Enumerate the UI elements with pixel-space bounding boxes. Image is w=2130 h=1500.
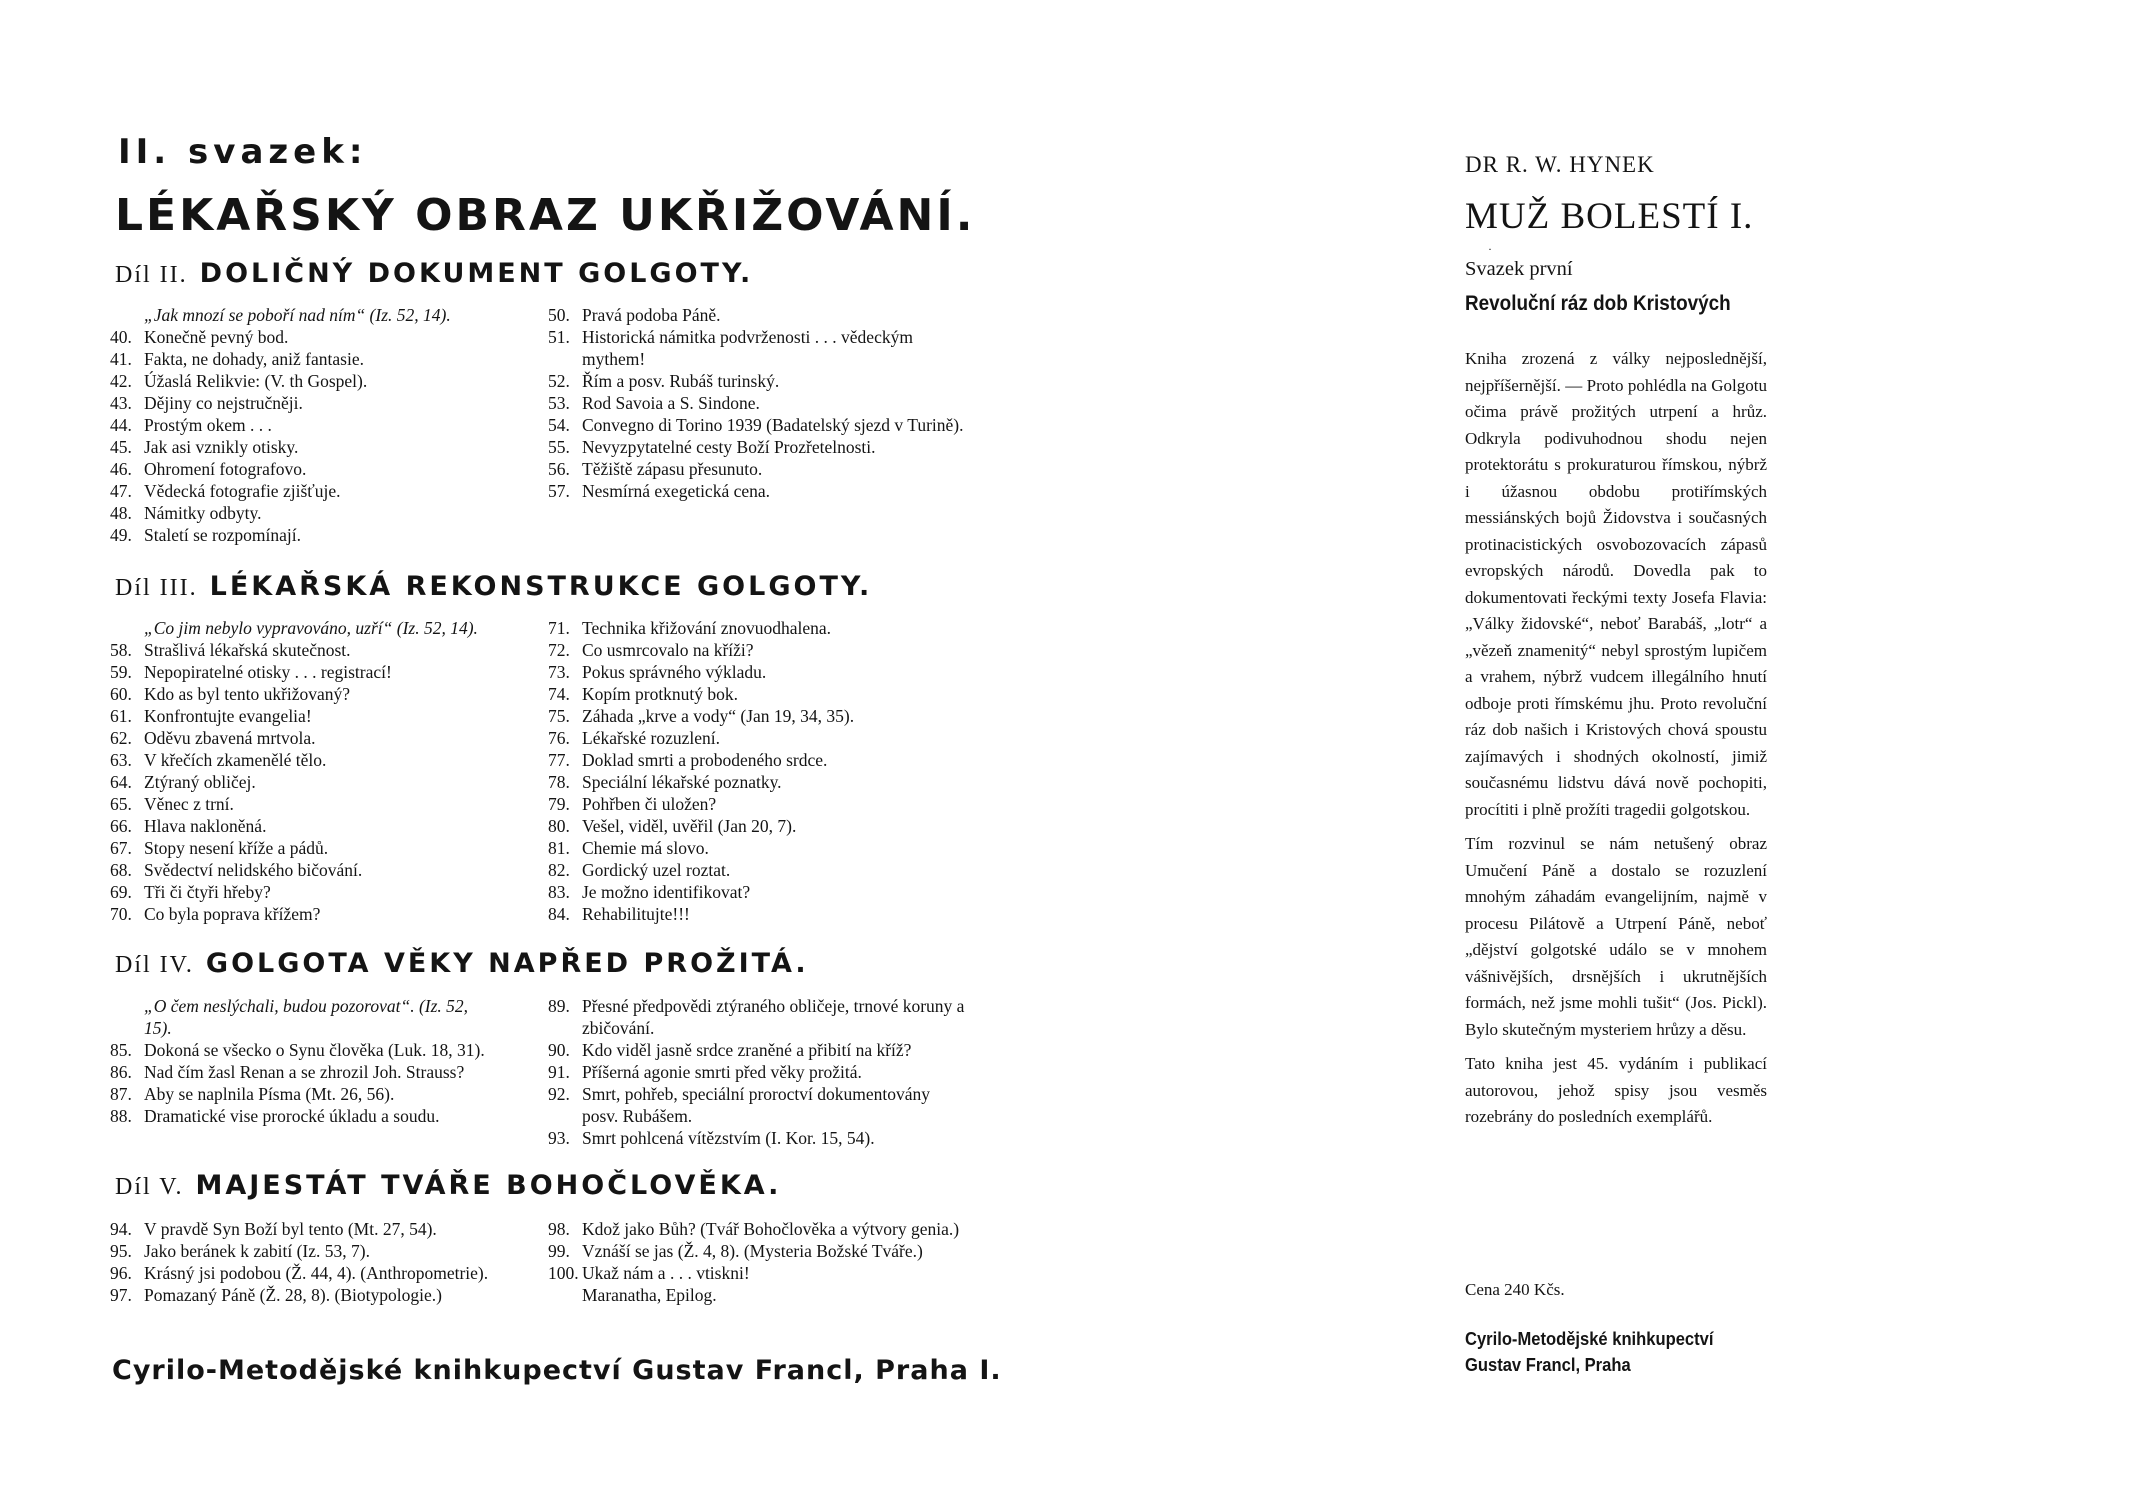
chapter-item [548, 392, 966, 414]
part-label: Díl III. [115, 575, 198, 601]
part-list-right [548, 995, 968, 1149]
chapter-number: 68. [110, 860, 132, 880]
chapter-item [110, 1039, 530, 1061]
publisher-line: Cyrilo-Metodějské knihkupectví [1465, 1329, 1714, 1349]
chapter-number: 41. [110, 349, 132, 369]
chapter-item [110, 815, 510, 837]
chapter-number: 46. [110, 459, 132, 479]
chapter-text: Convegno di Torino 1939 (Badatelský sjezd v Turině). [582, 415, 964, 435]
chapter-number: 99. [548, 1241, 570, 1261]
chapter-number: 62. [110, 728, 132, 748]
chapter-number: 78. [548, 772, 570, 792]
chapter-number: 44. [110, 415, 132, 435]
chapter-item [548, 639, 966, 661]
chapter-text: Přesné předpovědi ztýraného obličeje, trnové koruny a zbičování. [582, 996, 965, 1038]
chapter-item [110, 727, 510, 749]
chapter-number: 97. [110, 1285, 132, 1305]
chapter-number: 67. [110, 838, 132, 858]
part-list-right [548, 1218, 968, 1306]
chapter-item [548, 1240, 968, 1262]
chapter-item [548, 370, 966, 392]
chapter-item [110, 1262, 530, 1284]
chapter-item [110, 881, 510, 903]
part-label: Díl IV. [115, 952, 194, 978]
chapter-text: Technika křižování znovuodhalena. [582, 618, 832, 638]
description [1465, 346, 1767, 1139]
chapter-item [110, 793, 510, 815]
chapter-item [110, 1105, 530, 1127]
chapter-number: 53. [548, 393, 570, 413]
dot-mark: · [1488, 242, 1492, 256]
chapter-number: 70. [110, 904, 132, 924]
chapter-text: Námitky odbyty. [144, 503, 262, 523]
chapter-text: Doklad smrti a probodeného srdce. [582, 750, 828, 770]
chapter-number: 79. [548, 794, 570, 814]
chapter-text: Prostým okem . . . [144, 415, 272, 435]
volume-label: Svazek první [1465, 258, 1573, 280]
chapter-text: Vešel, viděl, uvěřil (Jan 20, 7). [582, 816, 797, 836]
chapter-text: V pravdě Syn Boží byl tento (Mt. 27, 54). [144, 1219, 437, 1239]
chapter-text: Záhada „krve a vody“ (Jan 19, 34, 35). [582, 706, 855, 726]
chapter-text: Co byla poprava křížem? [144, 904, 321, 924]
chapter-number: 85. [110, 1040, 132, 1060]
chapter-number: 50. [548, 305, 570, 325]
chapter-number: 80. [548, 816, 570, 836]
chapter-item [548, 683, 966, 705]
chapter-text: Ztýraný obličej. [144, 772, 256, 792]
chapter-text: Tři či čtyři hřeby? [144, 882, 271, 902]
part-heading [115, 571, 872, 602]
chapter-text: Strašlivá lékařská skutečnost. [144, 640, 351, 660]
right-page [1080, 0, 2130, 1500]
chapter-item [110, 749, 510, 771]
chapter-item [548, 995, 968, 1039]
chapter-text: Hlava nakloněná. [144, 816, 267, 836]
part-heading [115, 948, 809, 979]
chapter-item [110, 1017, 530, 1039]
chapter-text: Maranatha, Epilog. [582, 1285, 717, 1305]
chapter-text: Kdož jako Bůh? (Tvář Bohočlověka a výtvory genia.) [582, 1219, 960, 1239]
chapter-number: 71. [548, 618, 570, 638]
chapter-number: 75. [548, 706, 570, 726]
chapter-text: Řím a posv. Rubáš turinský. [582, 371, 780, 391]
chapter-number: 83. [548, 882, 570, 902]
chapter-item [110, 502, 510, 524]
chapter-item [548, 815, 966, 837]
chapter-item [110, 436, 510, 458]
part-list-right [548, 304, 966, 502]
chapter-text: Ohromení fotografovo. [144, 459, 307, 479]
chapter-item [110, 1218, 530, 1240]
chapter-item [110, 348, 510, 370]
chapter-item [110, 639, 510, 661]
price: Cena 240 Kčs. [1465, 1280, 1565, 1299]
motto-quote: „O čem neslýchali, budou pozorovat“. (Iz. 52, [144, 996, 469, 1016]
chapter-number: 64. [110, 772, 132, 792]
chapter-text: Pohřben či uložen? [582, 794, 717, 814]
chapter-number: 43. [110, 393, 132, 413]
chapter-text: Oděvu zbavená mrtvola. [144, 728, 316, 748]
chapter-number: 95. [110, 1241, 132, 1261]
main-title: LÉKAŘSKÝ OBRAZ UKŘIŽOVÁNÍ. [115, 190, 976, 241]
chapter-text: Jako beránek k zabití (Iz. 53, 7). [144, 1241, 370, 1261]
chapter-item [548, 1262, 968, 1284]
chapter-item [548, 617, 966, 639]
chapter-text: Dokoná se všecko o Synu člověka (Luk. 18, 31). [144, 1040, 485, 1060]
chapter-text: Kdo as byl tento ukřižovaný? [144, 684, 351, 704]
chapter-item [110, 524, 510, 546]
chapter-item [548, 1218, 968, 1240]
chapter-number: 47. [110, 481, 132, 501]
chapter-number: 42. [110, 371, 132, 391]
chapter-number: 90. [548, 1040, 570, 1060]
publisher-block [1465, 1326, 1713, 1378]
part-title: LÉKAŘSKÁ REKONSTRUKCE GOLGOTY. [209, 571, 873, 602]
chapter-text: Vznáší se jas (Ž. 4, 8). (Mysteria Božské Tváře.) [582, 1241, 923, 1261]
chapter-text: Rod Savoia a S. Sindone. [582, 393, 760, 413]
chapter-number: 81. [548, 838, 570, 858]
part-list-right [548, 617, 966, 925]
chapter-item [110, 617, 510, 639]
chapter-item [548, 793, 966, 815]
chapter-item [110, 995, 530, 1017]
chapter-item [110, 1083, 530, 1105]
chapter-item [110, 326, 510, 348]
chapter-number: 58. [110, 640, 132, 660]
chapter-text: Nesmírná exegetická cena. [582, 481, 771, 501]
chapter-item [548, 661, 966, 683]
chapter-text: Co usmrcovalo na kříži? [582, 640, 754, 660]
chapter-text: Pomazaný Páně (Ž. 28, 8). (Biotypologie.) [144, 1285, 442, 1305]
chapter-text: Věnec z trní. [144, 794, 234, 814]
chapter-item [548, 903, 966, 925]
description-paragraph: Tato kniha jest 45. vydáním i publikací autorovou, jehož spisy jsou vesměs rozebrány do posledních exemplářů. [1465, 1054, 1767, 1126]
chapter-item [110, 903, 510, 925]
chapter-number: 98. [548, 1219, 570, 1239]
part-heading [115, 258, 753, 289]
chapter-number: 94. [110, 1219, 132, 1239]
chapter-item [548, 881, 966, 903]
chapter-item [548, 749, 966, 771]
chapter-item [110, 304, 510, 326]
chapter-text: Pravá podoba Páně. [582, 305, 721, 325]
chapter-number: 65. [110, 794, 132, 814]
chapter-item [548, 304, 966, 326]
chapter-number: 60. [110, 684, 132, 704]
chapter-number: 73. [548, 662, 570, 682]
chapter-text: Vědecká fotografie zjišťuje. [144, 481, 341, 501]
chapter-item [548, 727, 966, 749]
chapter-number: 88. [110, 1106, 132, 1126]
chapter-item [548, 326, 966, 370]
chapter-item [110, 458, 510, 480]
chapter-text: Fakta, ne dohady, aniž fantasie. [144, 349, 364, 369]
part-list-left [110, 617, 510, 925]
chapter-number: 59. [110, 662, 132, 682]
chapter-item [548, 771, 966, 793]
chapter-item [548, 1083, 968, 1127]
chapter-text: Stopy nesení kříže a pádů. [144, 838, 329, 858]
chapter-item [548, 1284, 968, 1306]
chapter-number: 92. [548, 1084, 570, 1104]
chapter-text: Gordický uzel roztat. [582, 860, 731, 880]
chapter-number: 61. [110, 706, 132, 726]
chapter-text: Kdo viděl jasně srdce zraněné a přibití na kříž? [582, 1040, 912, 1060]
chapter-item [110, 771, 510, 793]
chapter-item [548, 859, 966, 881]
chapter-text: Chemie má slovo. [582, 838, 709, 858]
chapter-item [548, 414, 966, 436]
chapter-text: Smrt, pohřeb, speciální proroctví dokumentovány posv. Rubášem. [582, 1084, 930, 1126]
chapter-text: Kopím protknutý bok. [582, 684, 739, 704]
chapter-number: 91. [548, 1062, 570, 1082]
chapter-item [110, 1240, 530, 1262]
chapter-text: Aby se naplnila Písma (Mt. 26, 56). [144, 1084, 395, 1104]
author: DR R. W. HYNEK [1465, 152, 1655, 177]
chapter-item [548, 1061, 968, 1083]
part-heading [115, 1170, 781, 1201]
chapter-item [110, 1061, 530, 1083]
part-title: DOLIČNÝ DOKUMENT GOLGOTY. [199, 258, 754, 289]
chapter-text: Staletí se rozpomínají. [144, 525, 301, 545]
chapter-number: 63. [110, 750, 132, 770]
chapter-number: 86. [110, 1062, 132, 1082]
chapter-item [548, 705, 966, 727]
publisher-line: Gustav Francl, Praha [1465, 1355, 1631, 1375]
part-list-left [110, 304, 510, 546]
chapter-text: Rehabilitujte!!! [582, 904, 690, 924]
chapter-text: Smrt pohlcená vítězstvím (I. Kor. 15, 54). [582, 1128, 875, 1148]
chapter-item [110, 661, 510, 683]
chapter-number: 93. [548, 1128, 570, 1148]
chapter-item [110, 683, 510, 705]
part-label: Díl II. [115, 262, 188, 288]
chapter-number: 48. [110, 503, 132, 523]
chapter-number: 89. [548, 996, 570, 1016]
chapter-text: Nevyzpytatelné cesty Boží Prozřetelnosti. [582, 437, 876, 457]
chapter-item [548, 436, 966, 458]
chapter-text: Krásný jsi podobou (Ž. 44, 4). (Anthropometrie). [144, 1263, 489, 1283]
chapter-item [548, 837, 966, 859]
chapter-number: 49. [110, 525, 132, 545]
chapter-text: Jak asi vznikly otisky. [144, 437, 299, 457]
chapter-item [548, 1127, 968, 1149]
chapter-number: 54. [548, 415, 570, 435]
chapter-text: Konečně pevný bod. [144, 327, 289, 347]
chapter-text: Těžiště zápasu přesunuto. [582, 459, 763, 479]
chapter-number: 77. [548, 750, 570, 770]
chapter-text: Svědectví nelidského bičování. [144, 860, 363, 880]
chapter-number: 72. [548, 640, 570, 660]
chapter-number: 82. [548, 860, 570, 880]
chapter-text: Pokus správného výkladu. [582, 662, 767, 682]
chapter-number: 96. [110, 1263, 132, 1283]
chapter-text: Dějiny co nejstručněji. [144, 393, 303, 413]
book-title: MUŽ BOLESTÍ I. [1465, 196, 1754, 237]
motto-quote: „Co jim nebylo vypravováno, uzří“ (Iz. 52, 14). [144, 618, 478, 638]
chapter-item [110, 837, 510, 859]
chapter-item [110, 1284, 530, 1306]
chapter-text: Dramatické vise prorocké úkladu a soudu. [144, 1106, 440, 1126]
chapter-item [110, 859, 510, 881]
chapter-item [110, 705, 510, 727]
chapter-item [110, 370, 510, 392]
chapter-item [548, 1039, 968, 1061]
publisher-line: Cyrilo-Metodějské knihkupectví Gustav Francl, Praha I. [112, 1355, 1002, 1386]
chapter-number: 66. [110, 816, 132, 836]
chapter-number: 84. [548, 904, 570, 924]
chapter-item [110, 480, 510, 502]
chapter-number: 51. [548, 327, 570, 347]
motto-quote: „Jak mnozí se poboří nad ním“ (Iz. 52, 14). [144, 305, 451, 325]
chapter-text: Nepopiratelné otisky . . . registrací! [144, 662, 392, 682]
part-label: Díl V. [115, 1174, 184, 1200]
chapter-number: 76. [548, 728, 570, 748]
chapter-text: Ukaž nám a . . . vtiskni! [582, 1263, 750, 1283]
chapter-number: 100. [548, 1263, 579, 1283]
description-paragraph: Kniha zrozená z války nejposlednější, nejpříšernější. — Proto pohlédla na Golgotu očima právě prožitých utrpení a hrůz. Odkryla podivuhodnou shodu nejen protektorátu s prokuraturou římskou, nýbrž i úžasnou obdobu protiřímských messiánských bojů Židovstva i současných protinacistických osvobozovacích zápasů evropských národů. Dovedla pak to dokumentovati řeckými texty Josefa Flavia: „Války židovské“, neboť Barabáš, „lotr“ a „vězeň znamenitý“ nebyl sprostým lupičem a vrahem, nýbrž vudcem illegálního hnutí odboje proti římskému jhu. Proto revoluční ráz dob našich i Kristových chová spoustu zajímavých i shodných okolností, jimiž současnému lidstvu dává nově pochopiti, procítiti i plně prožíti tragedii golgotskou. [1465, 349, 1767, 819]
chapter-number: 52. [548, 371, 570, 391]
volume-heading: II. svazek: [118, 132, 368, 172]
chapter-number: 69. [110, 882, 132, 902]
part-title: GOLGOTA VĚKY NAPŘED PROŽITÁ. [205, 948, 809, 979]
chapter-item [548, 480, 966, 502]
chapter-number: 40. [110, 327, 132, 347]
chapter-text: Historická námitka podvrženosti . . . vědeckým mythem! [582, 327, 913, 369]
chapter-number: 74. [548, 684, 570, 704]
chapter-text: Úžaslá Relikvie: (V. th Gospel). [144, 371, 368, 391]
part-list-left [110, 1218, 530, 1306]
part-title: MAJESTÁT TVÁŘE BOHOČLOVĚKA. [195, 1170, 782, 1201]
chapter-text: Je možno identifikovat? [582, 882, 751, 902]
chapter-text: Speciální lékařské poznatky. [582, 772, 782, 792]
chapter-text: V křečích zkamenělé tělo. [144, 750, 327, 770]
description-paragraph: Tím rozvinul se nám netušený obraz Umučení Páně a dostalo se rozuzlení mnohým záhadám evangelijním, najmě v procesu Pilátově a Utrpení Páně, neboť „dějství golgotské událo se v mnohem vášnivějších, drsnějších i ukrutnějších formách, než jsme mohli tušit“ (Jos. Pickl). Bylo skutečným mysteriem hrůzy a děsu. [1465, 834, 1767, 1039]
chapter-number: 56. [548, 459, 570, 479]
chapter-text: Nad čím žasl Renan a se zhrozil Joh. Strauss? [144, 1062, 465, 1082]
chapter-number: 87. [110, 1084, 132, 1104]
chapter-text: Lékařské rozuzlení. [582, 728, 720, 748]
chapter-number: 57. [548, 481, 570, 501]
part-list-left [110, 995, 530, 1127]
chapter-number: 55. [548, 437, 570, 457]
subtitle: Revoluční ráz dob Kristových [1465, 292, 1731, 315]
chapter-text: Příšerná agonie smrti před věky prožitá. [582, 1062, 862, 1082]
chapter-item [548, 458, 966, 480]
chapter-text: Konfrontujte evangelia! [144, 706, 312, 726]
motto-quote: 15). [144, 1018, 172, 1038]
chapter-item [110, 392, 510, 414]
chapter-number: 45. [110, 437, 132, 457]
chapter-item [110, 414, 510, 436]
